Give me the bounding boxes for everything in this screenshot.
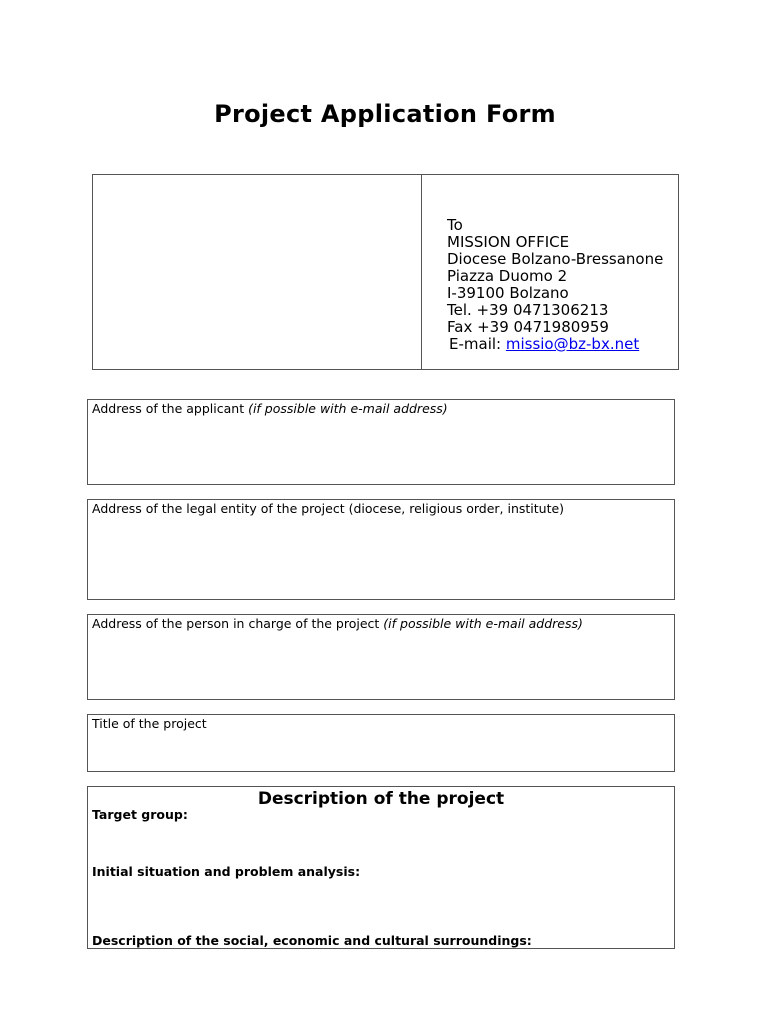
- initial-situation-label: Initial situation and problem analysis:: [92, 864, 361, 879]
- person-in-charge-address-note: (if possible with e-mail address): [383, 616, 583, 631]
- stamp-cell: [93, 175, 422, 369]
- recipient-line-street: Piazza Duomo 2: [447, 267, 568, 285]
- person-in-charge-address-label: Address of the person in charge of the project: [92, 616, 384, 631]
- recipient-table: [92, 174, 679, 370]
- recipient-line-diocese: Diocese Bolzano-Bressanone: [447, 250, 664, 268]
- applicant-address-box[interactable]: [87, 399, 675, 485]
- legal-entity-address-box[interactable]: [87, 499, 675, 600]
- recipient-line-city: I-39100 Bolzano: [447, 284, 569, 302]
- recipient-email-line: [447, 336, 663, 353]
- applicant-address-label: Address of the applicant: [92, 401, 249, 416]
- project-title-label: Title of the project: [92, 716, 207, 731]
- target-group-label: Target group:: [92, 807, 188, 822]
- recipient-line-fax: Fax +39 0471980959: [447, 318, 609, 336]
- applicant-address-note: (if possible with e-mail address): [248, 401, 448, 416]
- recipient-address: [447, 217, 663, 353]
- legal-entity-address-label: Address of the legal entity of the project (diocese, religious order, institute): [92, 501, 565, 516]
- description-heading: Description of the project: [257, 789, 505, 809]
- recipient-line-tel: Tel. +39 0471306213: [447, 301, 609, 319]
- surroundings-label: Description of the social, economic and cultural surroundings:: [92, 933, 532, 948]
- email-link[interactable]: missio@bz-bx.net: [505, 335, 640, 353]
- page-title: Project Application Form: [214, 100, 556, 128]
- recipient-cell: [422, 175, 678, 369]
- project-title-box[interactable]: [87, 714, 675, 772]
- person-in-charge-address-box[interactable]: [87, 614, 675, 700]
- project-description-box[interactable]: [87, 786, 675, 949]
- email-label: E-mail:: [449, 335, 506, 353]
- recipient-line-office: MISSION OFFICE: [447, 233, 570, 251]
- recipient-line-to: To: [447, 216, 463, 234]
